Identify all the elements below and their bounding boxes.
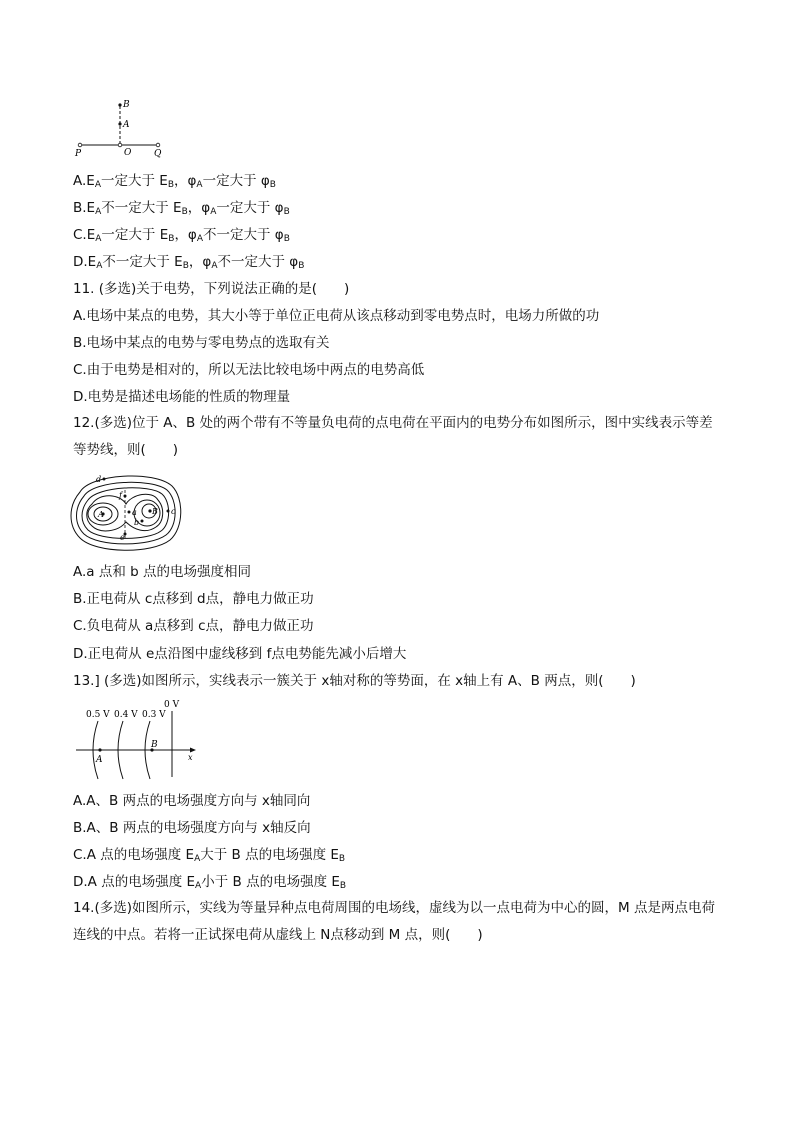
label-o: O bbox=[124, 148, 132, 158]
q11-option-c: C.由于电势是相对的，所以无法比较电场中两点的电势高低 bbox=[73, 362, 425, 378]
q13-option-c: C.A 点的电场强度 $E_A$大于 B 点的电场强度 $E_B$ bbox=[73, 847, 346, 864]
q11-option-b: B.电场中某点的电势与零电势点的选取有关 bbox=[73, 335, 330, 351]
label-a: a bbox=[132, 508, 137, 517]
q13-stem: 13.] (多选)如图所示，实线表示一簇关于 x轴对称的等势面，在 x轴上有 A、B 两点，则( ) bbox=[73, 673, 636, 689]
q13-figure bbox=[70, 697, 200, 781]
label-q: Q bbox=[154, 149, 162, 159]
label-04v: 0.4 V bbox=[114, 710, 138, 720]
q10-option-d: $D.E_A$不一定大于 $E_B$，$\varphi_A$不一定大于 $\varphi_B$ bbox=[73, 254, 305, 271]
q12-option-b: B.正电荷从 c点移到 d点，静电力做正功 bbox=[73, 591, 314, 607]
q11-option-a: A.电场中某点的电势，其大小等于单位正电荷从该点移动到零电势点时，电场力所做的功 bbox=[73, 308, 600, 324]
label-a: A bbox=[96, 755, 103, 765]
label-e: e bbox=[120, 533, 125, 542]
label-p: P bbox=[75, 149, 82, 159]
label-x: x bbox=[188, 753, 193, 762]
q12-stem: 12.(多选)位于 A、B 处的两个带有不等量负电荷的点电荷在平面内的电势分布如图所示，图中实线表示等差等势线，则( ) bbox=[73, 415, 713, 458]
label-0v: 0 V bbox=[164, 700, 180, 710]
q10-figure bbox=[72, 96, 172, 160]
q10-option-b: $B.E_A$不一定大于 $E_B$，$\varphi_A$一定大于 $\varphi_B$ bbox=[73, 200, 290, 217]
q13-option-a: A.A、B 两点的电场强度方向与 x轴同向 bbox=[73, 793, 311, 809]
label-03v: 0.3 V bbox=[142, 710, 166, 720]
label-a: A bbox=[123, 120, 130, 130]
q11-stem: 11. (多选)关于电势，下列说法正确的是( ) bbox=[73, 281, 350, 297]
q12-option-a: A.a 点和 b 点的电场强度相同 bbox=[73, 564, 252, 580]
label-b: B bbox=[123, 100, 130, 110]
q13-option-d: D.A 点的电场强度 $E_A$小于 B 点的电场强度 $E_B$ bbox=[73, 874, 347, 891]
q12-option-c: C.负电荷从 a点移到 c点，静电力做正功 bbox=[73, 618, 314, 634]
q11-option-d: D.电势是描述电场能的性质的物理量 bbox=[73, 389, 291, 405]
q12-figure bbox=[68, 470, 184, 554]
label-f: f bbox=[119, 491, 122, 500]
label-05v: 0.5 V bbox=[86, 710, 110, 720]
label-b: B bbox=[151, 740, 158, 750]
q10-option-c: $C.E_A$一定大于 $E_B$，$\varphi_A$不一定大于 $\varphi_B$ bbox=[73, 227, 290, 244]
q10-option-a: $A.E_A$一定大于 $E_B$，$\varphi_A$一定大于 $\varphi_B$ bbox=[73, 173, 276, 190]
label-b: b bbox=[134, 518, 140, 527]
label-B: B bbox=[152, 507, 158, 516]
q12-option-d: D.正电荷从 e点沿图中虚线移到 f点电势能先减小后增大 bbox=[73, 646, 407, 662]
label-c: c bbox=[171, 507, 176, 516]
label-A: A bbox=[98, 510, 104, 519]
q13-option-b: B.A、B 两点的电场强度方向与 x轴反向 bbox=[73, 820, 311, 836]
label-d: d bbox=[96, 475, 102, 484]
q14-stem: 14.(多选)如图所示，实线为等量异种点电荷周围的电场线，虚线为以一点电荷为中心的圆，M 点是两点电荷连线的中点。若将一正试探电荷从虚线上 N点移动到 M 点，则( ) bbox=[73, 900, 715, 943]
